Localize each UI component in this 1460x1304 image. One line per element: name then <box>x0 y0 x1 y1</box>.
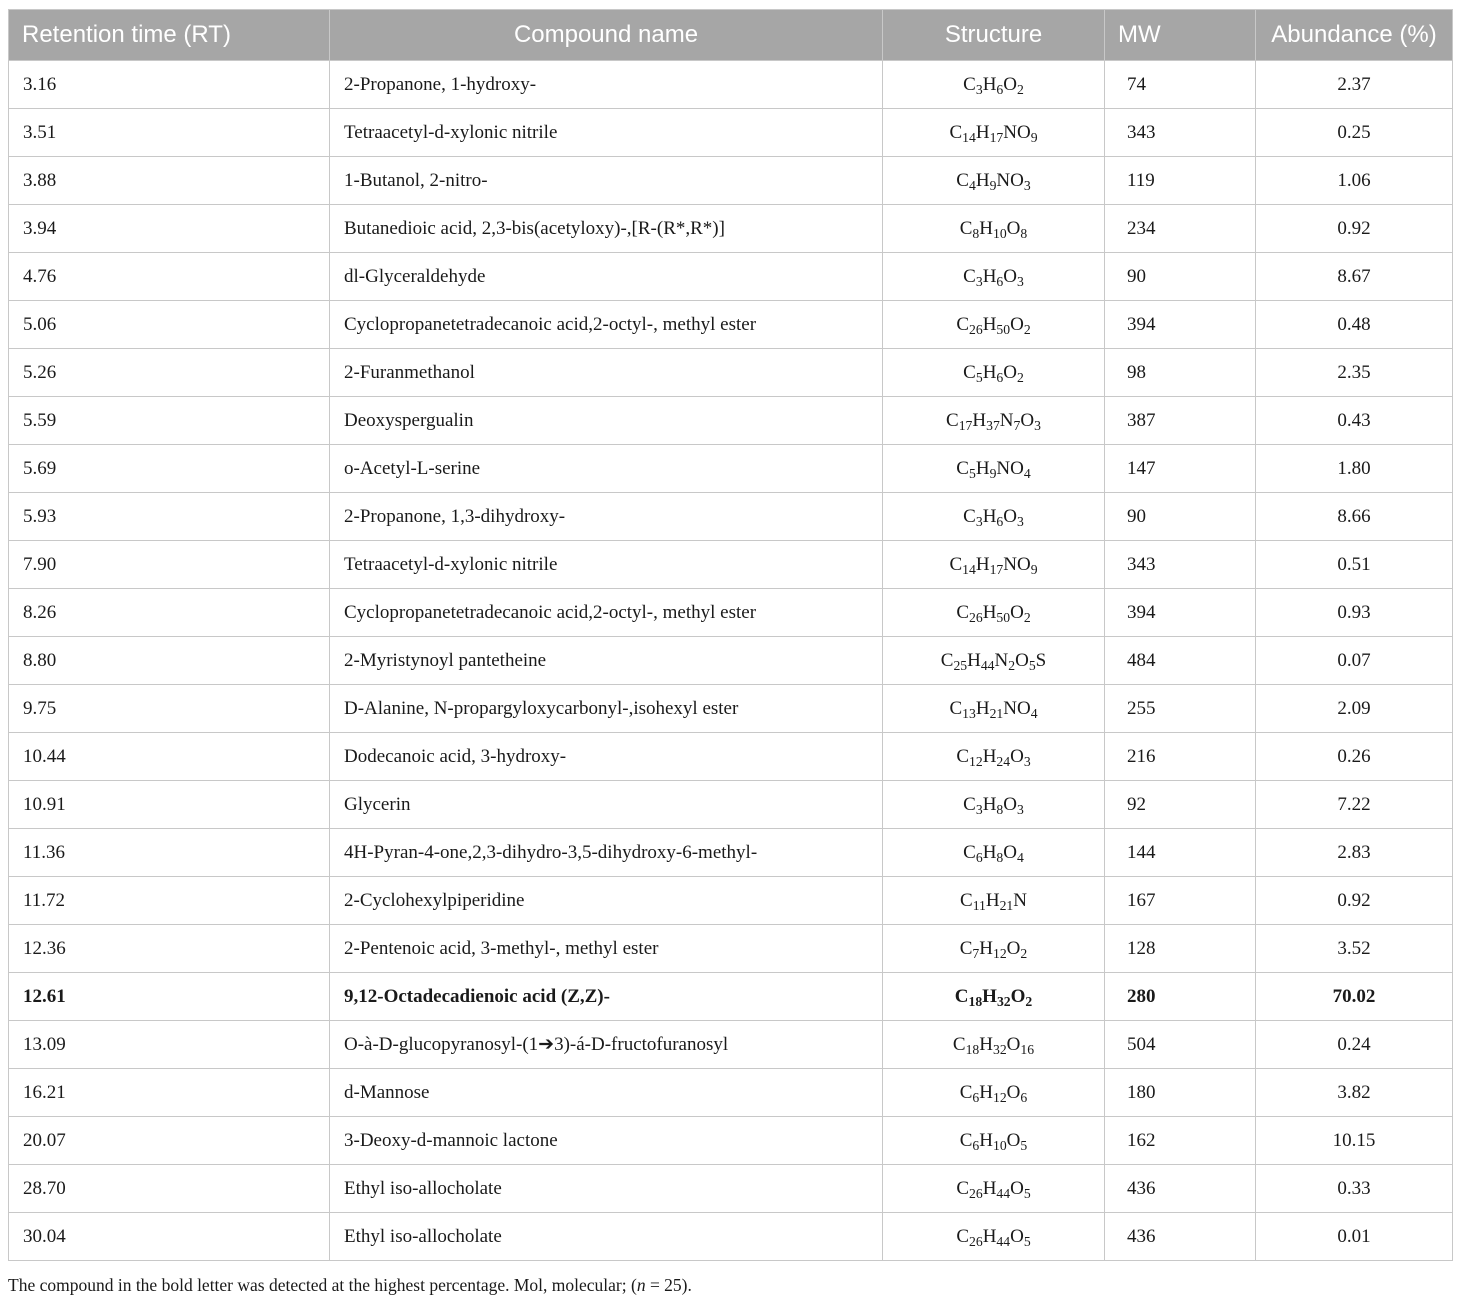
cell-retention-time: 3.88 <box>9 157 330 205</box>
table-row <box>9 349 1453 397</box>
cell-mw: 162 <box>1105 1117 1256 1165</box>
table-row <box>9 589 1453 637</box>
cell-abundance: 0.07 <box>1256 637 1453 685</box>
cell-compound-name: o-Acetyl-L-serine <box>330 445 883 493</box>
cell-structure: $C_8H_{10}O_8$ <box>883 205 1105 253</box>
cell-mw: 144 <box>1105 829 1256 877</box>
cell-abundance: 10.15 <box>1256 1117 1453 1165</box>
cell-mw: 147 <box>1105 445 1256 493</box>
cell-retention-time: 3.94 <box>9 205 330 253</box>
table-row <box>9 781 1453 829</box>
cell-abundance: 0.48 <box>1256 301 1453 349</box>
cell-abundance: 0.92 <box>1256 205 1453 253</box>
cell-retention-time: 10.44 <box>9 733 330 781</box>
cell-structure: $C_5H_6O_2$ <box>883 349 1105 397</box>
cell-abundance: 1.80 <box>1256 445 1453 493</box>
cell-mw: 436 <box>1105 1165 1256 1213</box>
cell-abundance: 2.35 <box>1256 349 1453 397</box>
cell-retention-time: 13.09 <box>9 1021 330 1069</box>
compound-table <box>8 9 1453 1261</box>
cell-retention-time: 4.76 <box>9 253 330 301</box>
table-footnote <box>8 1275 692 1296</box>
cell-compound-name: O-à-D-glucopyranosyl-(1➔3)-á-D-fructofuranosyl <box>330 1021 883 1069</box>
cell-structure: $C_7H_{12}O_2$ <box>883 925 1105 973</box>
cell-mw: 128 <box>1105 925 1256 973</box>
cell-abundance: 0.33 <box>1256 1165 1453 1213</box>
table-body <box>9 61 1453 1261</box>
cell-compound-name: Deoxyspergualin <box>330 397 883 445</box>
cell-structure: $C_{18}H_{32}O_{16}$ <box>883 1021 1105 1069</box>
cell-abundance: 70.02 <box>1256 973 1453 1021</box>
cell-structure: $C_{26}H_{44}O_5$ <box>883 1165 1105 1213</box>
cell-abundance: 0.26 <box>1256 733 1453 781</box>
cell-retention-time: 5.69 <box>9 445 330 493</box>
cell-structure: $C_3H_6O_2$ <box>883 61 1105 109</box>
cell-abundance: 2.83 <box>1256 829 1453 877</box>
header-mw: MW <box>1105 10 1256 61</box>
header-retention-time: Retention time (RT) <box>9 10 330 61</box>
cell-retention-time: 12.36 <box>9 925 330 973</box>
cell-retention-time: 11.72 <box>9 877 330 925</box>
cell-abundance: 0.24 <box>1256 1021 1453 1069</box>
cell-compound-name: dl-Glyceraldehyde <box>330 253 883 301</box>
cell-compound-name: Tetraacetyl-d-xylonic nitrile <box>330 541 883 589</box>
footnote-text-after: = 25). <box>645 1275 692 1295</box>
cell-retention-time: 3.16 <box>9 61 330 109</box>
table-row <box>9 205 1453 253</box>
cell-abundance: 2.09 <box>1256 685 1453 733</box>
cell-mw: 216 <box>1105 733 1256 781</box>
cell-retention-time: 30.04 <box>9 1213 330 1261</box>
cell-abundance: 3.52 <box>1256 925 1453 973</box>
cell-retention-time: 5.93 <box>9 493 330 541</box>
cell-compound-name: Butanedioic acid, 2,3-bis(acetyloxy)-,[R-(R*,R*)] <box>330 205 883 253</box>
cell-compound-name: 2-Propanone, 1-hydroxy- <box>330 61 883 109</box>
table-row <box>9 925 1453 973</box>
cell-structure: $C_3H_8O_3$ <box>883 781 1105 829</box>
table-header-row <box>9 10 1453 61</box>
cell-structure: $C_3H_6O_3$ <box>883 253 1105 301</box>
table-row <box>9 541 1453 589</box>
table-row <box>9 109 1453 157</box>
table-row <box>9 445 1453 493</box>
cell-structure: $C_6H_{10}O_5$ <box>883 1117 1105 1165</box>
cell-structure: $C_4H_9NO_3$ <box>883 157 1105 205</box>
cell-compound-name: Glycerin <box>330 781 883 829</box>
cell-mw: 343 <box>1105 541 1256 589</box>
cell-compound-name: Cyclopropanetetradecanoic acid,2-octyl-, methyl ester <box>330 301 883 349</box>
cell-abundance: 1.06 <box>1256 157 1453 205</box>
table-row <box>9 493 1453 541</box>
cell-structure: $C_{26}H_{50}O_2$ <box>883 589 1105 637</box>
cell-mw: 92 <box>1105 781 1256 829</box>
cell-retention-time: 8.26 <box>9 589 330 637</box>
cell-retention-time: 5.26 <box>9 349 330 397</box>
table-row <box>9 973 1453 1021</box>
table-row <box>9 637 1453 685</box>
cell-structure: $C_{26}H_{50}O_2$ <box>883 301 1105 349</box>
cell-retention-time: 7.90 <box>9 541 330 589</box>
cell-abundance: 2.37 <box>1256 61 1453 109</box>
cell-mw: 119 <box>1105 157 1256 205</box>
cell-structure: $C_{14}H_{17}NO_9$ <box>883 541 1105 589</box>
cell-mw: 74 <box>1105 61 1256 109</box>
cell-retention-time: 5.59 <box>9 397 330 445</box>
cell-mw: 343 <box>1105 109 1256 157</box>
cell-structure: $C_{26}H_{44}O_5$ <box>883 1213 1105 1261</box>
table-row <box>9 397 1453 445</box>
cell-structure: $C_{18}H_{32}O_2$ <box>883 973 1105 1021</box>
table-row <box>9 877 1453 925</box>
cell-compound-name: 4H-Pyran-4-one,2,3-dihydro-3,5-dihydroxy-6-methyl- <box>330 829 883 877</box>
cell-retention-time: 3.51 <box>9 109 330 157</box>
cell-mw: 167 <box>1105 877 1256 925</box>
table-row <box>9 61 1453 109</box>
cell-compound-name: 2-Propanone, 1,3-dihydroxy- <box>330 493 883 541</box>
header-abundance: Abundance (%) <box>1256 10 1453 61</box>
cell-compound-name: d-Mannose <box>330 1069 883 1117</box>
cell-structure: $C_{25}H_{44}N_2O_5S$ <box>883 637 1105 685</box>
cell-mw: 90 <box>1105 253 1256 301</box>
table-row <box>9 733 1453 781</box>
cell-compound-name: 2-Myristynoyl pantetheine <box>330 637 883 685</box>
table-row <box>9 1117 1453 1165</box>
cell-structure: $C_3H_6O_3$ <box>883 493 1105 541</box>
cell-mw: 387 <box>1105 397 1256 445</box>
cell-structure: $C_6H_{12}O_6$ <box>883 1069 1105 1117</box>
cell-retention-time: 12.61 <box>9 973 330 1021</box>
cell-compound-name: Ethyl iso-allocholate <box>330 1165 883 1213</box>
header-structure: Structure <box>883 10 1105 61</box>
cell-compound-name: 1-Butanol, 2-nitro- <box>330 157 883 205</box>
cell-structure: $C_{13}H_{21}NO_4$ <box>883 685 1105 733</box>
cell-mw: 90 <box>1105 493 1256 541</box>
cell-abundance: 7.22 <box>1256 781 1453 829</box>
cell-compound-name: 2-Cyclohexylpiperidine <box>330 877 883 925</box>
cell-abundance: 3.82 <box>1256 1069 1453 1117</box>
cell-mw: 504 <box>1105 1021 1256 1069</box>
table-row <box>9 1165 1453 1213</box>
cell-retention-time: 5.06 <box>9 301 330 349</box>
footnote-italic-n: n <box>636 1275 646 1295</box>
cell-abundance: 8.67 <box>1256 253 1453 301</box>
cell-compound-name: Tetraacetyl-d-xylonic nitrile <box>330 109 883 157</box>
compound-table-container <box>8 9 1452 1261</box>
header-compound-name: Compound name <box>330 10 883 61</box>
cell-retention-time: 10.91 <box>9 781 330 829</box>
footnote-text-before: The compound in the bold letter was detected at the highest percentage. Mol, molecular; ( <box>8 1275 637 1295</box>
cell-mw: 394 <box>1105 589 1256 637</box>
cell-compound-name: 2-Pentenoic acid, 3-methyl-, methyl ester <box>330 925 883 973</box>
cell-mw: 394 <box>1105 301 1256 349</box>
cell-abundance: 0.01 <box>1256 1213 1453 1261</box>
cell-abundance: 0.25 <box>1256 109 1453 157</box>
cell-mw: 98 <box>1105 349 1256 397</box>
cell-abundance: 0.92 <box>1256 877 1453 925</box>
cell-structure: $C_5H_9NO_4$ <box>883 445 1105 493</box>
cell-structure: $C_{12}H_{24}O_3$ <box>883 733 1105 781</box>
cell-retention-time: 11.36 <box>9 829 330 877</box>
cell-abundance: 0.51 <box>1256 541 1453 589</box>
cell-mw: 436 <box>1105 1213 1256 1261</box>
cell-retention-time: 28.70 <box>9 1165 330 1213</box>
cell-compound-name: 9,12-Octadecadienoic acid (Z,Z)- <box>330 973 883 1021</box>
cell-structure: $C_{14}H_{17}NO_9$ <box>883 109 1105 157</box>
table-row <box>9 1069 1453 1117</box>
cell-mw: 280 <box>1105 973 1256 1021</box>
cell-structure: $C_{17}H_{37}N_7O_3$ <box>883 397 1105 445</box>
cell-compound-name: D-Alanine, N-propargyloxycarbonyl-,isohexyl ester <box>330 685 883 733</box>
cell-retention-time: 16.21 <box>9 1069 330 1117</box>
cell-mw: 234 <box>1105 205 1256 253</box>
cell-structure: $C_6H_8O_4$ <box>883 829 1105 877</box>
table-row <box>9 1213 1453 1261</box>
cell-retention-time: 9.75 <box>9 685 330 733</box>
cell-abundance: 0.43 <box>1256 397 1453 445</box>
cell-compound-name: 2-Furanmethanol <box>330 349 883 397</box>
cell-abundance: 8.66 <box>1256 493 1453 541</box>
cell-mw: 180 <box>1105 1069 1256 1117</box>
table-row <box>9 685 1453 733</box>
table-row <box>9 301 1453 349</box>
table-row <box>9 157 1453 205</box>
cell-compound-name: Dodecanoic acid, 3-hydroxy- <box>330 733 883 781</box>
cell-mw: 484 <box>1105 637 1256 685</box>
cell-compound-name: Ethyl iso-allocholate <box>330 1213 883 1261</box>
cell-mw: 255 <box>1105 685 1256 733</box>
cell-structure: $C_{11}H_{21}N$ <box>883 877 1105 925</box>
table-row <box>9 829 1453 877</box>
cell-abundance: 0.93 <box>1256 589 1453 637</box>
cell-compound-name: 3-Deoxy-d-mannoic lactone <box>330 1117 883 1165</box>
table-row <box>9 1021 1453 1069</box>
cell-retention-time: 8.80 <box>9 637 330 685</box>
cell-retention-time: 20.07 <box>9 1117 330 1165</box>
table-row <box>9 253 1453 301</box>
cell-compound-name: Cyclopropanetetradecanoic acid,2-octyl-, methyl ester <box>330 589 883 637</box>
